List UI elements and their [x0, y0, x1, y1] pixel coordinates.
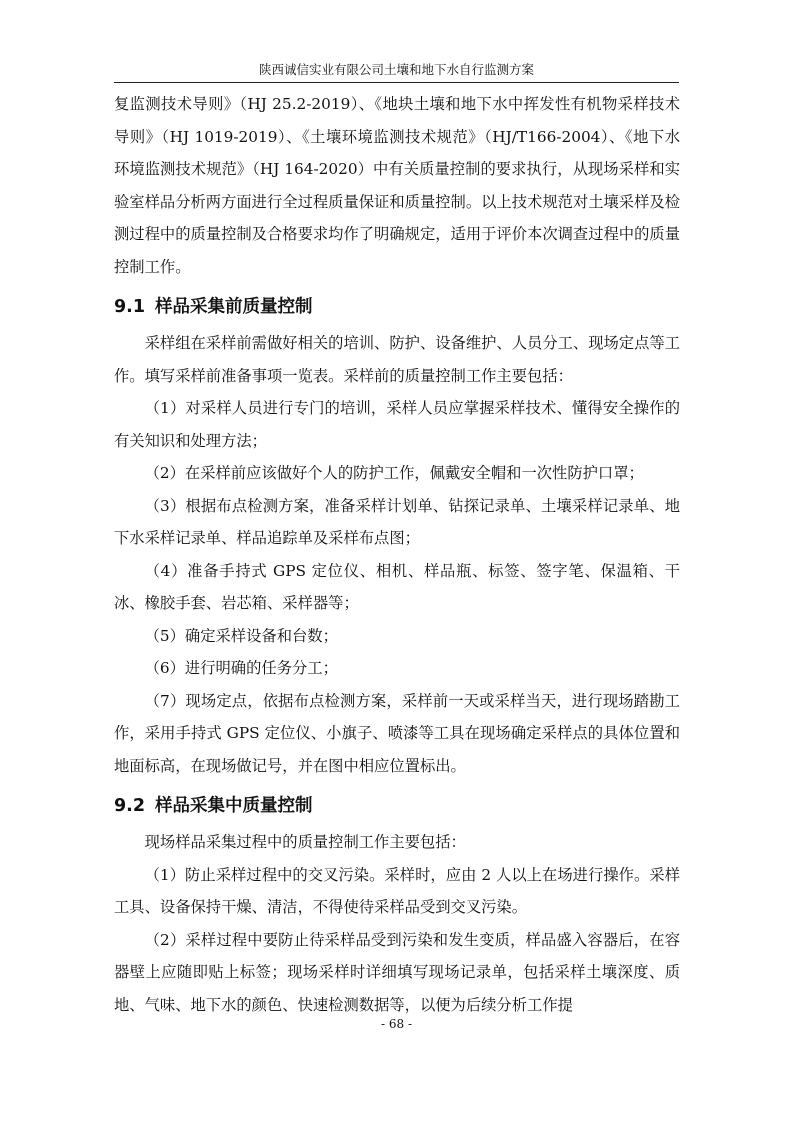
section-heading-9-1 [114, 295, 680, 319]
section-9-2-intro: 现场样品采集过程中的质量控制工作主要包括： [144, 833, 466, 851]
page-number: - 68 - [380, 1017, 412, 1031]
list-item: （2）在采样前应该做好个人的防护工作，佩戴安全帽和一次性防护口罩； [144, 464, 644, 482]
document-body [114, 88, 680, 1021]
list-item: （2）采样过程中要防止待采样品受到污染和发生变质，样品盛入容器后，在容器壁上应随即贴上标签；现场采样时详细填写现场记录单，包括采样土壤深度、质地、气味、地下水的颜色、快速检测数据等，以便为后续分析工作提 [114, 930, 680, 1014]
page-header: 陕西诚信实业有限公司土壤和地下水自行监测方案 [114, 62, 679, 83]
section-number: 9.2 [114, 796, 146, 816]
list-item: （4）准备手持式 GPS 定位仪、相机、样品瓶、标签、签字笔、保温箱、干冰、橡胶手套、岩芯箱、采样器等； [114, 561, 680, 612]
list-item: （7）现场定点，依据布点检测方案，采样前一天或采样当天，进行现场踏勘工作，采用手持式 GPS 定位仪、小旗子、喷漆等工具在现场确定采样点的具体位置和地面标高，在现场做记号，并在图中相应位置标出。 [114, 691, 680, 775]
intro-paragraph: 复监测技术导则》（HJ 25.2-2019）、《地块土壤和地下水中挥发性有机物采样技术导则》（HJ 1019-2019）、《土壤环境监测技术规范》（HJ/T166-2004）、《地下水环境监测技术规范》（HJ 164-2020）中有关质量控制的要求执行，从现场采样和实验室样品分析两方面进行全过程质量保证和质量控制。以上技术规范对土壤采样及检测过程中的质量控制及合格要求均作了明确规定，适用于评价本次调查过程中的质量控制工作。 [114, 95, 680, 276]
list-item: （3）根据布点检测方案，准备采样计划单、钻探记录单、土壤采样记录单、地下水采样记录单、样品追踪单及采样布点图； [114, 496, 680, 547]
section-number: 9.1 [114, 297, 146, 317]
list-item: （6）进行明确的任务分工； [144, 659, 338, 677]
section-9-1-intro: 采样组在采样前需做好相关的培训、防护、设备维护、人员分工、现场定点等工作。填写采样前准备事项一览表。采样前的质量控制工作主要包括： [114, 334, 680, 385]
list-item: （1）防止采样过程中的交叉污染。采样时，应由 2 人以上在场进行操作。采样工具、设备保持干燥、清洁，不得使待采样品受到交叉污染。 [114, 865, 680, 916]
section-title: 样品采集中质量控制 [155, 796, 313, 816]
section-heading-9-2 [114, 794, 680, 818]
section-title: 样品采集前质量控制 [155, 297, 313, 317]
list-item: （1）对采样人员进行专门的培训，采样人员应掌握采样技术、懂得安全操作的有关知识和处理方法； [114, 399, 680, 450]
list-item: （5）确定采样设备和台数； [144, 626, 338, 645]
